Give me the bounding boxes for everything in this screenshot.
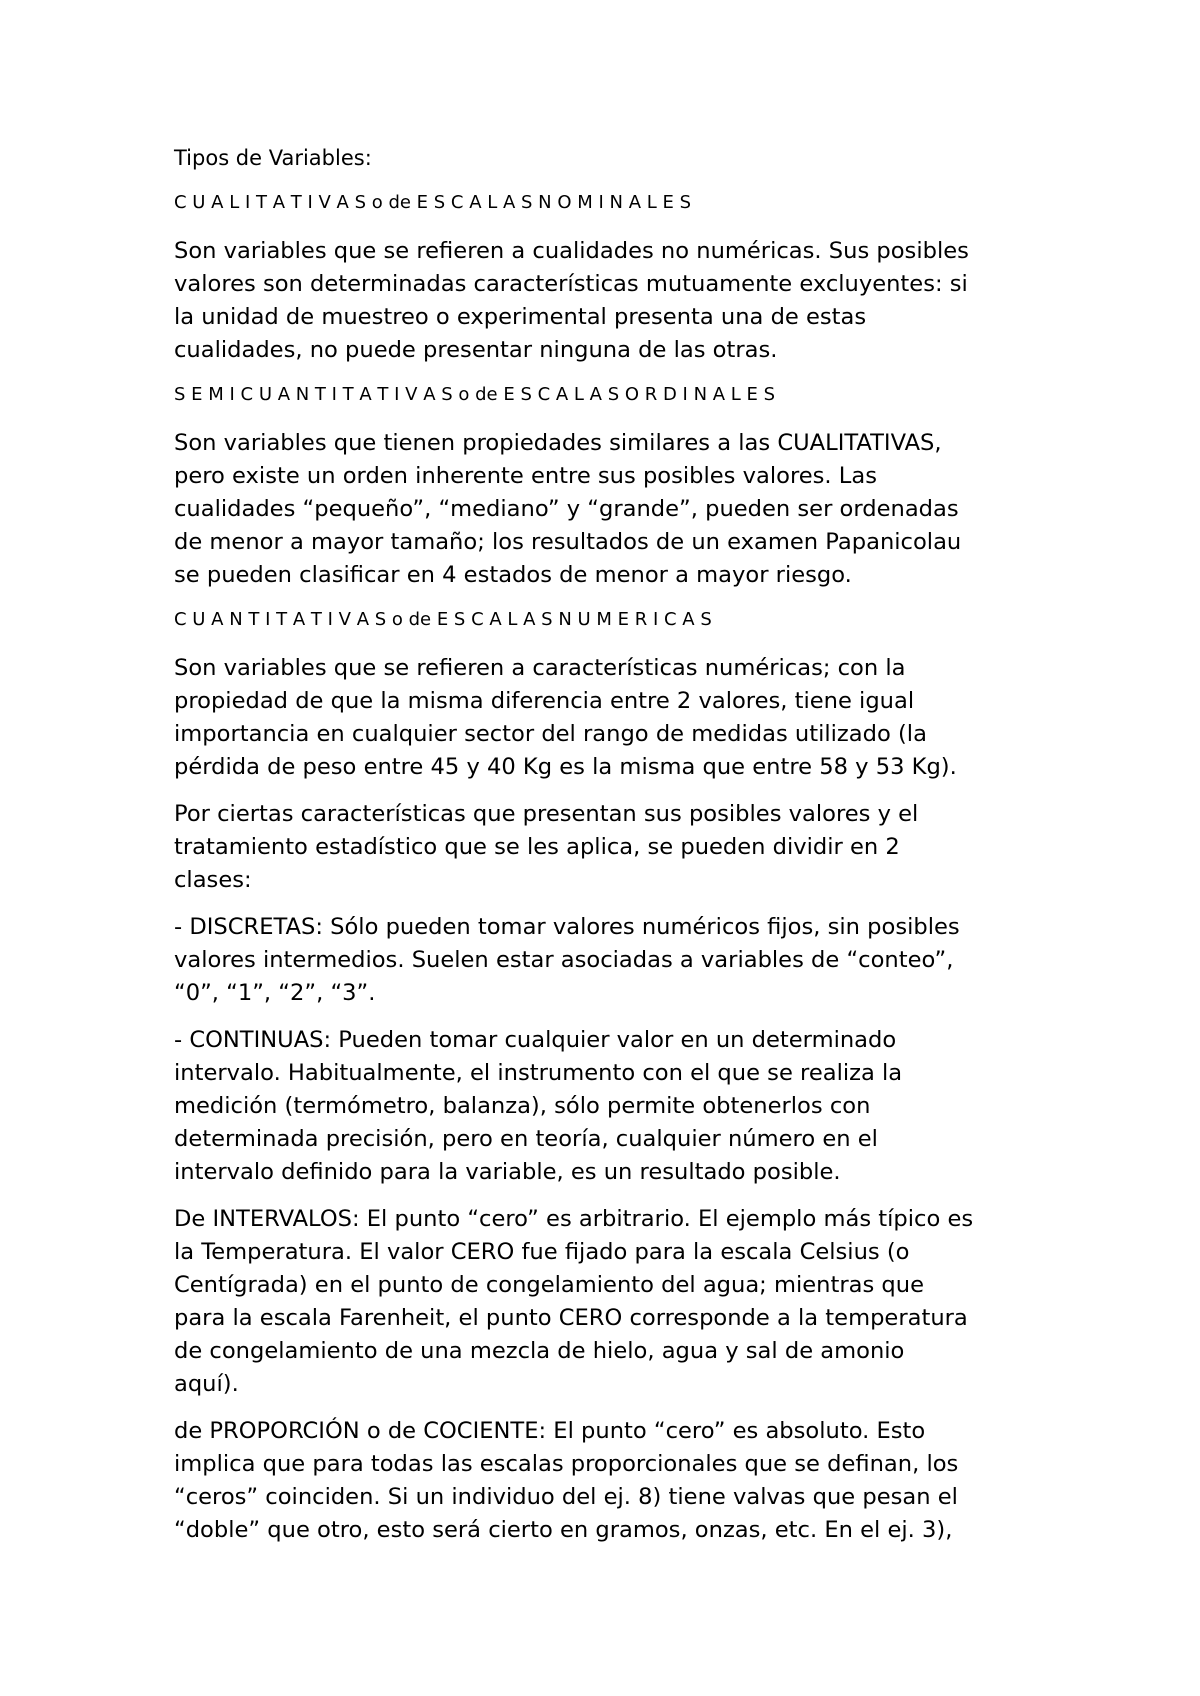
paragraph-clases: Por ciertas características que presentan sus posibles valores y el tratamiento estadístico que se les aplica, se pueden dividir en 2 clases: xyxy=(174,801,919,893)
paragraph-continuas: - CONTINUAS: Pueden tomar cualquier valor en un determinado intervalo. Habitualmente, el instrumento con el que se realiza la medición (termómetro, balanza), sólo permite obtenerlos con determinada precisión, pero en teoría, cualquier número en el intervalo definido para la variable, es un resultado posible. xyxy=(174,1027,903,1185)
section-heading-semicuantitativas: S E M I C U A N T I T A T I V A S o de E S C A L A S O R D I N A L E S xyxy=(174,384,776,405)
document-body xyxy=(174,142,1074,1561)
paragraph-semicuantitativas: Son variables que tienen propiedades similares a las CUALITATIVAS, pero existe un orden inherente entre sus posibles valores. Las cualidades “pequeño”, “mediano” y “grande”, pueden ser ordenadas de menor a mayor tamaño; los resultados de un examen Papanicolau se pueden clasificar en 4 estados de menor a mayor riesgo. xyxy=(174,430,962,588)
paragraph-intervalos: De INTERVALOS: El punto “cero” es arbitrario. El ejemplo más típico es la Temperatura. El valor CERO fue fijado para la escala Celsius (o Centígrada) en el punto de congelamiento del agua; mientras que para la escala Farenheit, el punto CERO corresponde a la temperatura de congelamiento de una mezcla de hielo, agua y sal de amonio aquí). xyxy=(174,1206,974,1397)
paragraph-proporcion: de PROPORCIÓN o de COCIENTE: El punto “cero” es absoluto. Esto implica que para todas las escalas proporcionales que se definan, los “ceros” coinciden. Si un individuo del ej. 8) tiene valvas que pesan el “doble” que otro, esto será cierto en gramos, onzas, etc. En el ej. 3), xyxy=(174,1418,959,1543)
section-heading-cualitativas: C U A L I T A T I V A S o de E S C A L A S N O M I N A L E S xyxy=(174,192,692,213)
paragraph-discretas: - DISCRETAS: Sólo pueden tomar valores numéricos fijos, sin posibles valores intermedios. Suelen estar asociadas a variables de “conteo”, “0”, “1”, “2”, “3”. xyxy=(174,914,960,1006)
section-heading-cuantitativas: C U A N T I T A T I V A S o de E S C A L A S N U M E R I C A S xyxy=(174,609,712,630)
paragraph-cuantitativas: Son variables que se refieren a características numéricas; con la propiedad de que la misma diferencia entre 2 valores, tiene igual importancia en cualquier sector del rango de medidas utilizado (la pérdida de peso entre 45 y 40 Kg es la misma que entre 58 y 53 Kg). xyxy=(174,655,957,780)
paragraph-cualitativas: Son variables que se refieren a cualidades no numéricas. Sus posibles valores son determinadas características mutuamente excluyentes: si la unidad de muestreo o experimental presenta una de estas cualidades, no puede presentar ninguna de las otras. xyxy=(174,238,969,363)
document-title: Tipos de Variables: xyxy=(174,146,372,170)
